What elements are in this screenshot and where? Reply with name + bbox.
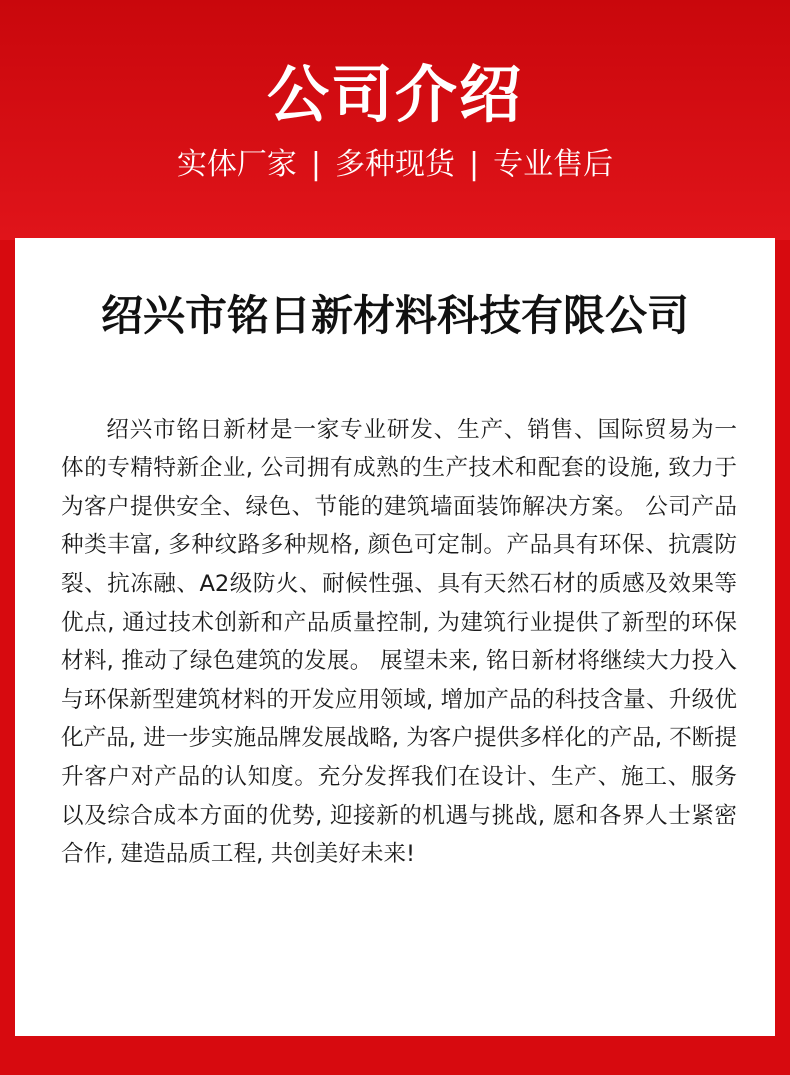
header-band [0,0,790,240]
tagline-item-factory: 实体厂家 [176,147,297,182]
tagline-item-stock: 多种现货 [335,147,455,182]
tagline [0,142,790,188]
tagline-item-service: 专业售后 [493,147,614,182]
company-description: 绍兴市铭日新材是一家专业研发、生产、销售、国际贸易为一体的专精特新企业, 公司拥有成熟的生产技术和配套的设施, 致力于为客户提供安全、绿色、节能的建筑墙面装饰解决方案。 公司产品种类丰富, 多种纹路多种规格, 颜色可定制。产品具有环保、抗震防裂、抗冻融、A2级防火、耐候性强、具有天然石材的质感及效果等优点, 通过技术创新和产品质量控制, 为建筑行业提供了新型的环保材料, 推动了绿色建筑的发展。 展望未来, 铭日新材将继续大力投入与环保新型建筑材料的开发应用领域, 增加产品的科技含量、升级优化产品, 进一步实施品牌发展战略, 为客户提供多样化的产品, 不断提升客户对产品的认知度。充分发挥我们在设计、生产、施工、服务以及综合成本方面的优势, 迎接新的机遇与挑战, 愿和各界人士紧密合作, 建造品质工程, 共创美好未来! [61,416,737,868]
content-card [15,238,775,1036]
company-name: 绍兴市铭日新材料科技有限公司 [100,291,689,340]
tagline-separator: | [469,147,480,182]
tagline-separator: | [310,147,321,182]
page-title: 公司介绍 [266,58,523,131]
